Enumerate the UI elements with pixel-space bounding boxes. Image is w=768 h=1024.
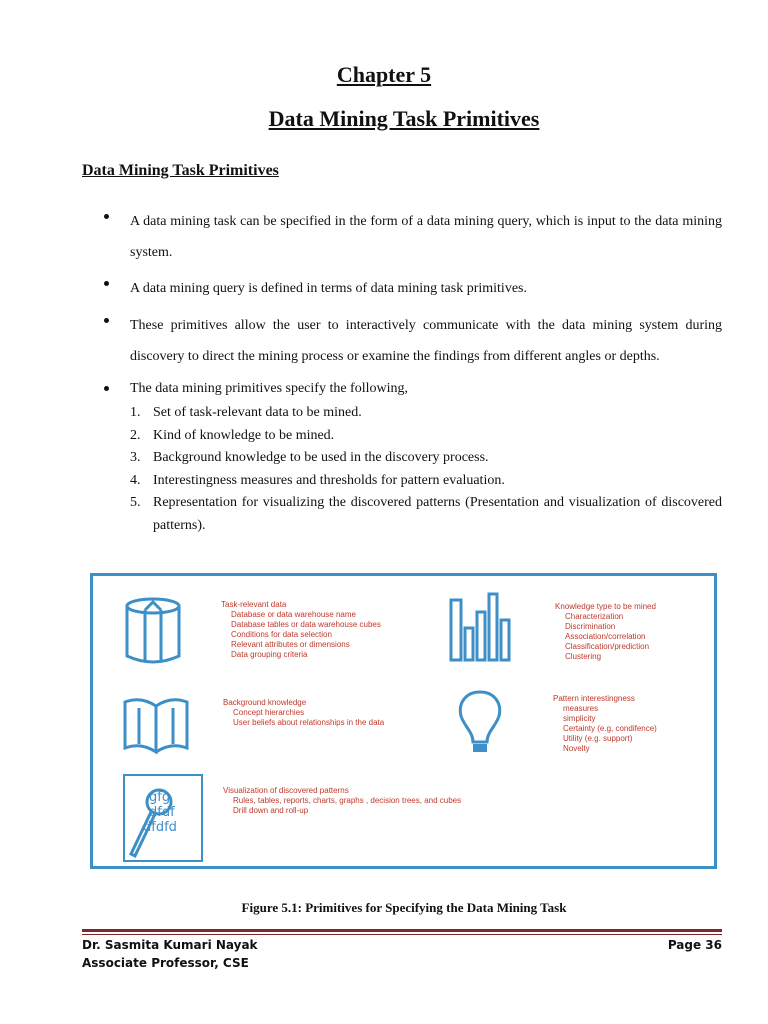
knowledge-heading: Knowledge type to be mined	[555, 602, 656, 611]
bullet-item: These primitives allow the user to interactively communicate with the data mining system during discovery to direct the mining process or examine the findings from different angles or depths.	[100, 310, 722, 372]
interestingness-item: Certainty (e.g, condifence)	[563, 724, 657, 733]
knowledge-item: Classification/prediction	[565, 642, 650, 651]
background-heading: Background knowledge	[223, 698, 307, 707]
primitive-text: Representation for visualizing the discovered patterns (Presentation and visualization of discovered patterns).	[153, 495, 722, 533]
primitives-list	[130, 402, 722, 537]
primitive-text: Set of task-relevant data to be mined.	[153, 405, 362, 420]
task-data-item: Data grouping criteria	[231, 650, 308, 659]
primitives-figure	[90, 573, 717, 869]
bullet-list	[100, 206, 722, 537]
primitive-text: Interestingness measures and thresholds for pattern evaluation.	[153, 472, 505, 488]
task-data-item: Conditions for data selection	[231, 630, 332, 639]
footer-role: Associate Professor, CSE	[82, 956, 249, 970]
interestingness-item: Novelty	[563, 744, 590, 753]
primitive-item	[130, 425, 722, 448]
footer-author: Dr. Sasmita Kumari Nayak	[82, 938, 258, 952]
task-data-item: Database or data warehouse name	[231, 610, 356, 619]
primitive-item	[130, 492, 722, 537]
primitive-item	[130, 402, 722, 425]
background-label	[223, 698, 384, 728]
task-data-label	[221, 600, 381, 660]
bullet-text: The data mining primitives specify the following,	[130, 381, 408, 396]
task-data-item: Database tables or data warehouse cubes	[231, 620, 381, 629]
interestingness-heading: Pattern interestingness	[553, 694, 635, 703]
visualization-label	[223, 786, 461, 816]
background-item: Concept hierarchies	[233, 708, 305, 717]
knowledge-item: Clustering	[565, 652, 602, 661]
book-icon	[121, 694, 191, 754]
interestingness-item: measures	[563, 704, 599, 713]
interestingness-item: simplicity	[563, 714, 596, 723]
light-bulb-icon	[455, 688, 505, 758]
figure-caption: Figure 5.1: Primitives for Specifying the Data Mining Task	[241, 900, 567, 915]
bar-chart-icon	[448, 590, 528, 662]
interestingness-label	[553, 694, 657, 754]
visualization-item: Drill down and roll-up	[233, 806, 309, 815]
task-data-item: Relevant attributes or dimensions	[231, 640, 350, 649]
primitive-text: Background knowledge to be used in the discovery process.	[153, 450, 489, 465]
interestingness-item: Utility (e.g. support)	[563, 734, 633, 743]
primitive-item	[130, 470, 722, 493]
primitive-number: 1.	[130, 405, 141, 420]
footer-page-number: Page 36	[667, 938, 722, 952]
magnifying-glass-icon	[127, 786, 177, 860]
bullet-item: A data mining query is defined in terms of data mining task primitives.	[100, 273, 722, 304]
primitive-number: 5.	[130, 495, 141, 510]
primitive-item	[130, 447, 722, 470]
sample-line: dfdf	[149, 805, 175, 820]
primitive-number: 4.	[130, 472, 141, 488]
bullet-item	[100, 378, 722, 537]
footer-rule-thin	[82, 934, 722, 935]
database-cylinder-icon	[123, 596, 183, 666]
primitive-number: 3.	[130, 450, 141, 465]
footer-author-block	[82, 936, 258, 972]
section-heading: Data Mining Task Primitives	[82, 162, 279, 179]
primitive-text: Kind of knowledge to be mined.	[153, 427, 335, 443]
knowledge-label	[555, 602, 656, 662]
page-title: Data Mining Task Primitives	[268, 106, 540, 131]
chapter-heading: Chapter 5	[336, 62, 432, 87]
task-data-heading: Task-relevant data	[221, 600, 287, 609]
primitive-number: 2.	[130, 427, 141, 443]
knowledge-item: Characterization	[565, 612, 624, 621]
bullet-item: A data mining task can be specified in the form of a data mining query, which is input to the data mining system.	[100, 206, 722, 268]
footer-rule	[82, 929, 722, 932]
knowledge-item: Association/correlation	[565, 632, 646, 641]
background-item: User beliefs about relationships in the data	[233, 718, 385, 727]
knowledge-item: Discrimination	[565, 622, 616, 631]
visualization-panel	[123, 774, 203, 862]
sample-line: gfg	[149, 790, 171, 805]
visualization-heading: Visualization of discovered patterns	[223, 786, 349, 795]
sample-line: dfdfd	[143, 820, 177, 835]
visualization-item: Rules, tables, reports, charts, graphs , decision trees, and cubes	[233, 796, 462, 805]
